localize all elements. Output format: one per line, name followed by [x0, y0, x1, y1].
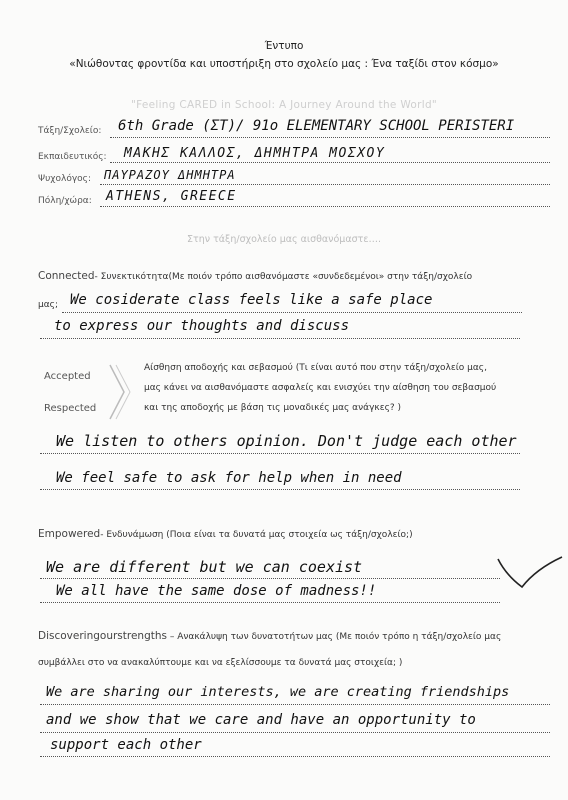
section-title-en: Discoveringourstrengths	[38, 630, 167, 642]
section-title-gr: - Ενδυνάμωση (Ποια είναι τα δυνατά μας στοιχεία ως τάξη/σχολείο;)	[100, 530, 413, 540]
question-line: και της αποδοχής με βάση τις μοναδικές μας ανάγκες? )	[144, 403, 402, 413]
question-line: μας κάνει να αισθανόμαστε ασφαλείς και ενισχύει την αίσθηση του σεβασμού	[144, 383, 497, 393]
answer-underline	[40, 602, 500, 603]
answer-line: We are different but we can coexist	[46, 558, 363, 576]
answer-underline	[40, 704, 550, 705]
field-value: ΠΑΥΡΑΖΟΥ ΔΗΜΗΤΡΑ	[104, 168, 236, 182]
field-label: Ψυχολόγος:	[38, 174, 91, 184]
answer-line: and we show that we care and have an opportunity to	[46, 712, 476, 728]
answer-line: support each other	[50, 737, 202, 753]
section-title-gr: – Ανακάλυψη των δυνατοτήτων μας (Με ποιόν τρόπο η τάξη/σχολείο μας	[167, 632, 502, 642]
section-title-en: Empowered	[38, 528, 101, 540]
answer-underline	[40, 578, 500, 579]
answer-underline	[40, 732, 550, 733]
answer-line: We cosiderate class feels like a safe place	[70, 292, 433, 308]
field-value: 6th Grade (ΣΤ)/ 91ο ELEMENTARY SCHOOL PERISTERI	[118, 118, 515, 134]
field-label: Τάξη/Σχολείο:	[38, 126, 102, 136]
answer-underline	[40, 338, 520, 339]
label-accepted: Accepted	[44, 371, 91, 382]
field-label: Πόλη/χώρα:	[38, 196, 92, 206]
field-underline	[100, 206, 550, 207]
answer-line: to express our thoughts and discuss	[54, 318, 350, 334]
field-underline	[110, 162, 550, 163]
field-value: ATHENS, GREECE	[106, 189, 237, 204]
answer-line: We feel safe to ask for help when in need	[56, 470, 402, 486]
form-subtitle-greek: «Νιώθοντας φροντίδα και υποστήριξη στο σχολείο μας : Ένα ταξίδι στον κόσμο»	[69, 58, 499, 70]
answer-line: We listen to others opinion. Don't judge each other	[56, 432, 517, 450]
answer-underline	[40, 756, 550, 757]
answer-underline	[62, 312, 522, 313]
answer-underline	[40, 489, 520, 490]
question-line: Αίσθηση αποδοχής και σεβασμού (Τι είναι αυτό που στην τάξη/σχολείο μας,	[144, 363, 487, 373]
answer-line: We are sharing our interests, we are creating friendships	[46, 684, 510, 700]
section-title-en: Connected	[38, 270, 95, 282]
section-title	[38, 630, 501, 642]
chevron-bracket-icon	[102, 363, 132, 421]
section-title	[38, 270, 472, 282]
answer-line: We all have the same dose of madness!!	[56, 583, 377, 599]
section-title-cont: μας;	[38, 300, 58, 310]
section-title-cont: συμβάλλει στο να ανακαλύπτουμε και να εξελίσσουμε τα δυνατά μας στοιχεία; )	[38, 658, 403, 668]
form-title: Έντυπο	[264, 40, 304, 52]
form-subtitle-english: "Feeling CARED in School: A Journey Around the World"	[130, 99, 438, 111]
label-respected: Respected	[44, 403, 97, 414]
section-title	[38, 528, 413, 540]
section-title-gr: - Συνεκτικότητα(Με ποιόν τρόπο αισθανόμαστε «συνδεδεμένοι» στην τάξη/σχολείο	[94, 272, 473, 282]
field-underline	[100, 184, 550, 185]
field-value: ΜΑΚΗΣ ΚΑΛΛΟΣ, ΔΗΜΗΤΡΑ ΜΟΣΧΟΥ	[124, 146, 386, 161]
intro-prompt: Στην τάξη/σχολείο μας αισθανόμαστε….	[187, 234, 381, 245]
answer-underline	[40, 453, 520, 454]
field-label: Εκπαιδευτικός:	[38, 152, 107, 162]
field-underline	[110, 137, 550, 138]
checkmark-icon	[496, 553, 566, 593]
